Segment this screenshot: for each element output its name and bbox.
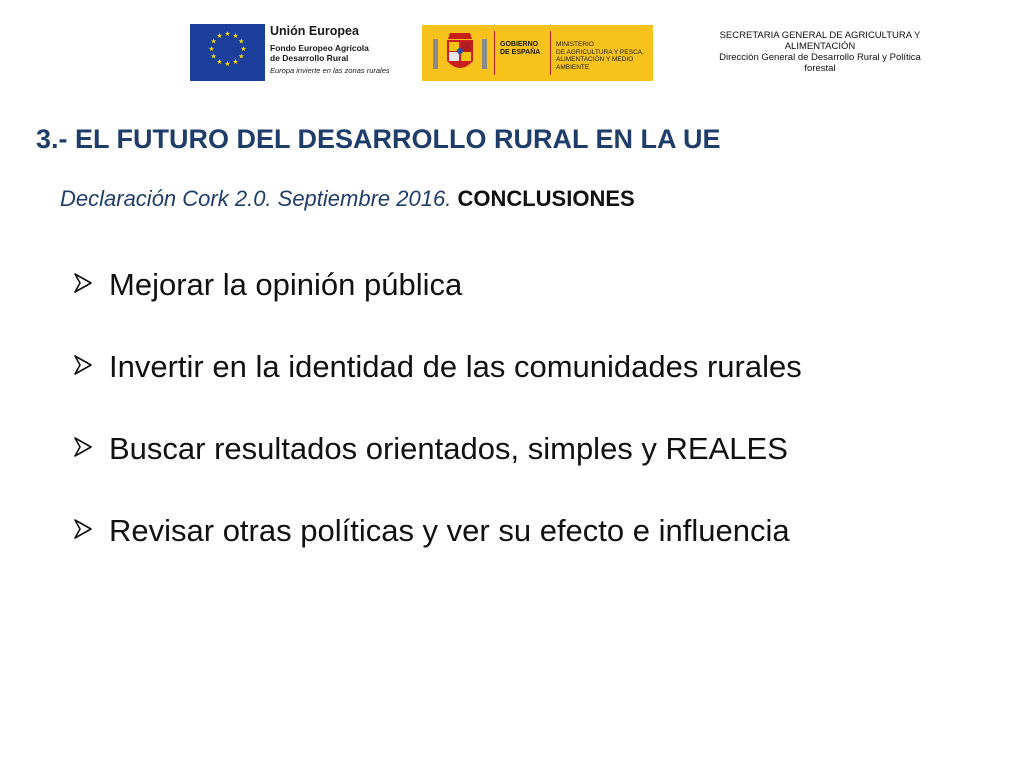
eu-flag-icon: [190, 24, 265, 81]
svg-text:★: ★: [232, 32, 239, 40]
eu-logo-subtitle: [270, 43, 405, 63]
arrowhead-icon: [72, 436, 94, 458]
section-title: 3.- EL FUTURO DEL DESARROLLO RURAL EN LA UE: [36, 124, 721, 154]
gov-logo-divider: [494, 31, 495, 75]
arrowhead-icon: [72, 272, 94, 294]
svg-text:★: ★: [224, 60, 231, 68]
gov-logo-ministry-line3: ALIMENTACIÓN Y MEDIO AMBIENTE: [556, 56, 634, 71]
slide-header: [0, 0, 1024, 100]
gov-logo-name-line2: DE ESPAÑA: [500, 49, 541, 56]
gov-logo-name-line1: GOBIERNO: [500, 41, 539, 48]
bullet-text: Buscar resultados orientados, simples y REALES: [109, 431, 788, 466]
eu-logo-subtitle-line1: Fondo Europeo Agrícola: [270, 43, 369, 53]
eu-logo-tagline: Europa invierte en las zonas rurales: [270, 66, 390, 75]
svg-text:★: ★: [240, 45, 247, 53]
gov-logo-ministry: [556, 41, 656, 71]
gov-logo-ministry-line1: MINISTERIO: [556, 41, 594, 48]
svg-text:★: ★: [238, 52, 245, 61]
subtitle-conclusiones: CONCLUSIONES: [457, 186, 635, 211]
svg-text:★: ★: [224, 30, 231, 38]
secretaria-line2: ALIMENTACIÓN: [784, 41, 856, 52]
arrowhead-icon: [72, 354, 94, 376]
eu-logo-subtitle-line2: de Desarrollo Rural: [270, 53, 349, 63]
secretaria-line1: SECRETARIA GENERAL DE AGRICULTURA Y: [719, 30, 921, 41]
gov-logo-divider: [550, 31, 551, 75]
coat-of-arms-icon: [430, 29, 490, 77]
svg-text:★: ★: [238, 37, 245, 46]
svg-text:★: ★: [210, 37, 217, 46]
eu-logo-title: Unión Europea: [270, 24, 359, 38]
subtitle-declaration: Declaración Cork 2.0. Septiembre 2016.: [60, 186, 458, 211]
gov-logo-ministry-line2: DE AGRICULTURA Y PESCA,: [556, 48, 644, 56]
svg-text:★: ★: [208, 45, 215, 53]
secretaria-line3: Dirección General de Desarrollo Rural y Política: [719, 52, 921, 63]
bullet-text: Invertir en la identidad de las comunidades rurales: [109, 349, 802, 384]
slide-subtitle: [60, 186, 635, 212]
secretaria-header-text: [700, 30, 940, 74]
svg-text:★: ★: [216, 32, 223, 40]
arrowhead-icon: [72, 518, 94, 540]
svg-text:★: ★: [216, 58, 223, 66]
secretaria-line4: forestal: [804, 63, 836, 74]
svg-text:★: ★: [210, 52, 217, 61]
bullet-text: Mejorar la opinión pública: [109, 267, 463, 302]
eu-logo-text: [270, 24, 405, 76]
gov-logo-name: [500, 41, 550, 57]
svg-text:★: ★: [232, 58, 239, 66]
gobierno-espana-logo: [422, 25, 653, 81]
bullet-text: Revisar otras políticas y ver su efecto e influencia: [109, 513, 790, 548]
eu-feader-logo: [190, 24, 400, 82]
